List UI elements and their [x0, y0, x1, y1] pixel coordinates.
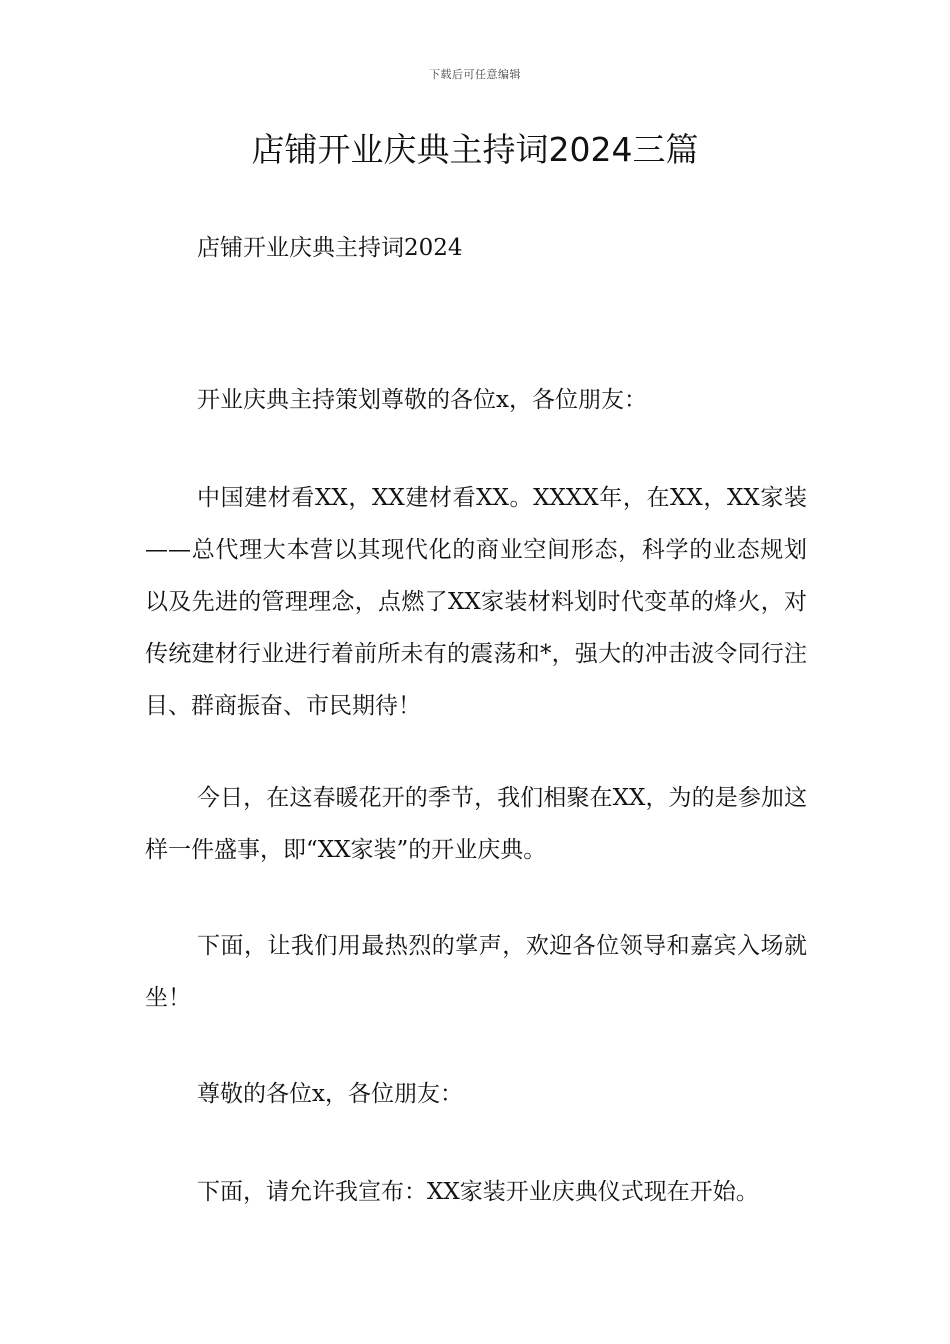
- announcement-paragraph: 下面，请允许我宣布：XX家装开业庆典仪式现在开始。: [197, 1179, 759, 1205]
- document-title: 店铺开业庆典主持词2024三篇: [251, 130, 699, 169]
- welcome-paragraph: 下面，让我们用最热烈的掌声，欢迎各位领导和嘉宾入场就坐！: [145, 933, 807, 1011]
- header-note: 下载后可任意编辑: [429, 68, 521, 81]
- second-greeting-paragraph: 尊敬的各位x，各位朋友：: [197, 1081, 463, 1107]
- subtitle-paragraph: 店铺开业庆典主持词2024: [197, 235, 463, 261]
- intro-paragraph: 中国建材看XX，XX建材看XX。XXXX年，在XX，XX家装——总代理大本营以其现代化的商业空间形态，科学的业态规划以及先进的管理理念，点燃了XX家装材料划时代变革的烽火，对传统建材行业进行着前所未有的震荡和*，强大的冲击波令同行注目、群商振奋、市民期待！: [145, 485, 807, 719]
- greeting-paragraph: 开业庆典主持策划尊敬的各位x，各位朋友：: [197, 387, 647, 413]
- today-paragraph: 今日，在这春暖花开的季节，我们相聚在XX，为的是参加这样一件盛事，即“XX家装”的开业庆典。: [145, 785, 807, 863]
